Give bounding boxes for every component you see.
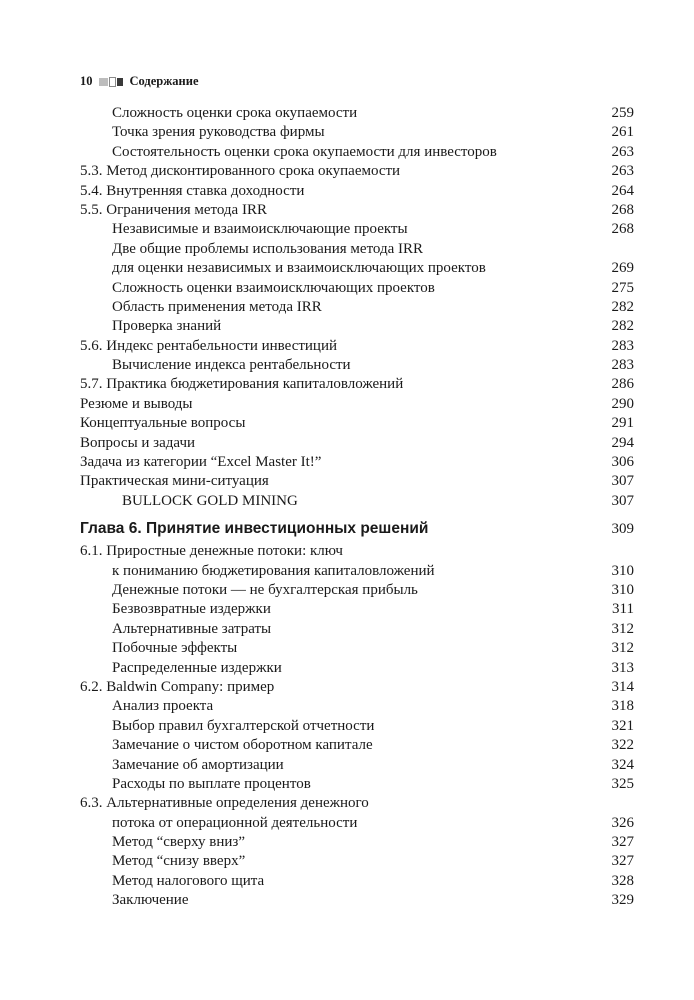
toc-entry	[80, 375, 634, 394]
toc-entry-page: 263	[611, 163, 634, 180]
toc-entry-title: Вопросы и задачи	[80, 434, 196, 451]
toc-entry	[80, 201, 634, 220]
toc-entry	[80, 395, 634, 414]
toc-entry-page: 264	[611, 182, 634, 199]
toc-entry-title: Независимые и взаимоисключающие проекты	[112, 221, 408, 238]
toc-entry	[80, 775, 634, 794]
toc-entry	[80, 104, 634, 123]
toc-entry	[80, 472, 634, 491]
toc-entry	[80, 756, 634, 775]
toc-entry-title: Метод налогового щита	[112, 872, 265, 889]
toc-entry-title: к пониманию бюджетирования капиталовложений	[112, 562, 435, 579]
toc-entry-title: Денежные потоки — не бухгалтерская прибыль	[112, 581, 418, 598]
toc-entry	[80, 697, 634, 716]
toc-entry-title: BULLOCK GOLD MINING	[122, 492, 298, 509]
toc-entry-title: Вычисление индекса рентабельности	[112, 357, 351, 374]
toc-entry	[80, 143, 634, 162]
toc-entry	[80, 279, 634, 298]
toc-entry-title: 6.3. Альтернативные определения денежного	[80, 795, 369, 812]
toc-entry-page: 313	[611, 659, 634, 676]
toc-entry	[80, 337, 634, 356]
toc-entry-page: 283	[611, 357, 634, 374]
toc-entry-title: 5.7. Практика бюджетирования капиталовложений	[80, 376, 404, 393]
toc-section-before	[80, 104, 634, 511]
toc-entry	[80, 240, 634, 259]
toc-entry-page: 327	[611, 853, 634, 870]
toc-entry-page: 324	[611, 756, 634, 773]
toc-entry-page: 286	[611, 376, 634, 393]
toc-entry-title: Концептуальные вопросы	[80, 415, 246, 432]
toc-entry	[80, 600, 634, 619]
toc-entry	[80, 659, 634, 678]
toc-entry-title: Сложность оценки взаимоисключающих проектов	[112, 279, 435, 296]
toc-entry-page: 321	[611, 717, 634, 734]
toc-entry-page: 312	[611, 640, 634, 657]
header-section-title: Содержание	[129, 74, 199, 88]
toc-entry-title: Задача из категории “Excel Master It!”	[80, 454, 322, 471]
toc-entry-page: 263	[611, 143, 634, 160]
toc-entry	[80, 434, 634, 453]
toc-entry-page: 329	[611, 892, 634, 909]
toc-entry-title: 5.3. Метод дисконтированного срока окупаемости	[80, 163, 401, 180]
toc-entry-title: Заключение	[112, 892, 189, 909]
toc-entry-title: Метод “снизу вверх”	[112, 853, 246, 870]
toc-entry-title: 5.5. Ограничения метода IRR	[80, 201, 267, 218]
toc-entry	[80, 620, 634, 639]
toc-entry	[80, 220, 634, 239]
toc-entry-title: Анализ проекта	[112, 698, 214, 715]
page-number: 10	[80, 74, 93, 88]
toc-entry-title: Замечание об амортизации	[112, 756, 284, 773]
toc-entry-page: 326	[611, 814, 634, 831]
toc-entry-title: Проверка знаний	[112, 318, 222, 335]
toc-entry	[80, 453, 634, 472]
toc-entry-page: 318	[611, 698, 634, 715]
toc-entry-page: 310	[611, 581, 634, 598]
toc-entry-page: 311	[612, 601, 634, 618]
toc-entry-page: 314	[611, 678, 634, 695]
toc-entry	[80, 833, 634, 852]
toc-entry	[80, 891, 634, 910]
toc-entry-title: Метод “сверху вниз”	[112, 834, 245, 851]
toc-entry-title: Состоятельность оценки срока окупаемости для инвесторов	[112, 143, 497, 160]
toc-entry-title: Выбор правил бухгалтерской отчетности	[112, 717, 375, 734]
toc-entry-title: Распределенные издержки	[112, 659, 282, 676]
toc-entry-title: Сложность оценки срока окупаемости	[112, 105, 358, 121]
toc-entry	[80, 298, 634, 317]
toc-entry-page: 275	[611, 279, 634, 296]
toc-entry	[80, 814, 634, 833]
toc-entry	[80, 678, 634, 697]
chapter-title: Глава 6. Принятие инвестиционных решений	[80, 520, 429, 538]
running-header	[80, 74, 199, 89]
toc-entry-page: 268	[611, 201, 634, 218]
toc-entry	[80, 794, 634, 813]
toc-entry-title: Альтернативные затраты	[112, 620, 272, 637]
toc-entry-page: 328	[611, 872, 634, 889]
chapter-heading	[80, 519, 634, 539]
toc-entry-page: 307	[611, 492, 634, 509]
toc-entry-page: 307	[611, 473, 634, 490]
toc-entry-page: 259	[611, 105, 634, 121]
toc-entry-page: 282	[611, 298, 634, 315]
toc-entry-page: 312	[611, 620, 634, 637]
toc-entry-page: 291	[611, 415, 634, 432]
toc-entry	[80, 852, 634, 871]
toc-entry	[80, 639, 634, 658]
toc-entry	[80, 492, 634, 511]
toc-entry	[80, 872, 634, 891]
toc-entry	[80, 581, 634, 600]
toc-entry	[80, 562, 634, 581]
toc-entry	[80, 736, 634, 755]
toc-entry-page: 290	[611, 395, 634, 412]
toc-entry-title: Замечание о чистом оборотном капитале	[112, 737, 373, 754]
toc-entry	[80, 162, 634, 181]
toc-entry-page: 294	[611, 434, 634, 451]
chapter-page: 309	[611, 521, 634, 538]
toc-entry-page: 282	[611, 318, 634, 335]
toc-entry-title: Расходы по выплате процентов	[112, 775, 311, 792]
toc-entry-page: 322	[611, 737, 634, 754]
toc-entry	[80, 317, 634, 336]
toc-entry-title: потока от операционной деятельности	[112, 814, 358, 831]
header-ornament-icon	[99, 77, 124, 87]
toc-entry-page: 283	[611, 337, 634, 354]
toc-entry	[80, 123, 634, 142]
toc-entry-page: 325	[611, 775, 634, 792]
toc-entry-title: 6.2. Baldwin Company: пример	[80, 678, 275, 695]
toc-entry	[80, 356, 634, 375]
toc-entry-page: 327	[611, 834, 634, 851]
toc-entry-title: Практическая мини-ситуация	[80, 473, 269, 490]
toc-entry-page: 261	[611, 124, 634, 141]
toc-entry-title: Две общие проблемы использования метода IRR	[112, 240, 424, 257]
toc-entry	[80, 259, 634, 278]
toc-entry	[80, 542, 634, 561]
toc-entry-title: Резюме и выводы	[80, 395, 193, 412]
toc-entry	[80, 717, 634, 736]
toc-entry-title: 5.4. Внутренняя ставка доходности	[80, 182, 305, 199]
toc-entry-title: Безвозвратные издержки	[112, 601, 271, 618]
toc-entry	[80, 182, 634, 201]
toc-entry-title: для оценки независимых и взаимоисключающих проектов	[112, 260, 486, 277]
toc-entry-title: Область применения метода IRR	[112, 298, 322, 315]
table-of-contents	[80, 104, 634, 911]
toc-section-after	[80, 542, 634, 910]
toc-entry	[80, 414, 634, 433]
toc-entry-page: 306	[611, 454, 634, 471]
toc-entry-page: 310	[611, 562, 634, 579]
toc-entry-title: Точка зрения руководства фирмы	[112, 124, 325, 141]
toc-entry-title: 5.6. Индекс рентабельности инвестиций	[80, 337, 338, 354]
toc-entry-title: 6.1. Приростные денежные потоки: ключ	[80, 543, 343, 560]
toc-entry-page: 268	[611, 221, 634, 238]
toc-entry-title: Побочные эффекты	[112, 640, 238, 657]
toc-entry-page: 269	[611, 260, 634, 277]
